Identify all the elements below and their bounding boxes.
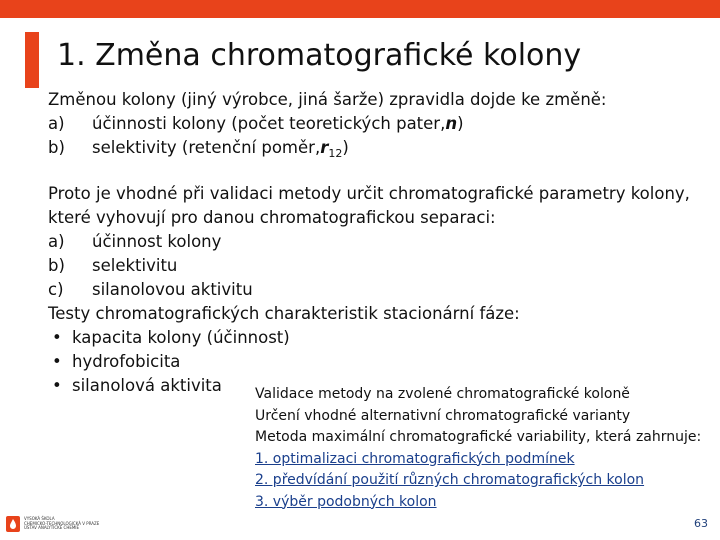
info-link-similar-columns[interactable]: 3. výběr podobných kolon [255,493,437,510]
change-tail: ) [342,138,349,157]
change-text: selektivity (retenční poměr, [92,138,321,157]
test-text: hydrofobicita [72,352,181,371]
bullet-icon: • [52,328,62,347]
tests-heading: Testy chromatografických charakteristik stacionární fáze: [48,304,520,323]
param-item [48,278,690,302]
list-marker: c) [48,280,64,299]
page-number: 63 [694,517,708,530]
paragraph-line: Proto je vhodné při validaci metody určit chromatografické parametry kolony, [48,184,690,203]
intro-text: Změnou kolony (jiný výrobce, jiná šarže) zpravidla dojde ke změně: [48,90,607,109]
variable-subscript: 12 [328,147,343,160]
list-marker: b) [48,138,65,157]
change-text: účinnosti kolony (počet teoretických pater, [92,114,446,133]
info-box [255,384,701,513]
list-marker: b) [48,256,65,275]
title-accent-bar [25,32,39,88]
bullet-icon: • [52,352,62,371]
param-text: účinnost kolony [92,232,222,251]
info-link-column-prediction[interactable]: 2. předvídání použití různých chromatografických kolon [255,472,645,488]
change-item-a [48,112,607,136]
test-item [48,326,690,350]
variable-n: n [445,114,458,133]
slide-title: 1. Změna chromatografické kolony [57,38,582,73]
info-link-optimization[interactable]: 1. optimalizaci chromatografických podmínek [255,450,575,467]
list-marker: a) [48,114,65,133]
top-accent-bar [0,0,720,18]
main-block [48,182,690,398]
logo-text [24,517,99,531]
test-text: silanolová aktivita [72,376,222,395]
info-line: Metoda maximální chromatografické variability, která zahrnuje: [255,429,702,445]
info-line: Validace metody na zvolené chromatografické koloně [255,386,630,402]
param-item [48,230,690,254]
logo-line: CHEMICKO-TECHNOLOGICKÁ V PRAZE [24,520,100,526]
intro-block [48,88,607,160]
param-item [48,254,690,278]
paragraph-line: které vyhovují pro danou chromatografickou separaci: [48,208,496,227]
logo-line: VYSOKÁ ŠKOLA [24,516,55,522]
param-text: selektivitu [92,256,178,275]
flame-logo-icon [6,516,20,532]
logo-line: ÚSTAV ANALYTICKÉ CHEMIE [24,525,80,531]
info-line: Určení vhodné alternativní chromatografické varianty [255,407,631,424]
institution-logo [6,516,99,532]
change-item-b [48,136,607,160]
test-text: kapacita kolony (účinnost) [72,328,290,347]
bullet-icon: • [52,376,62,395]
variable-r: r [320,138,329,157]
list-marker: a) [48,232,65,251]
change-tail: ) [457,114,464,133]
param-text: silanolovou aktivitu [92,280,253,299]
test-item [48,350,690,374]
